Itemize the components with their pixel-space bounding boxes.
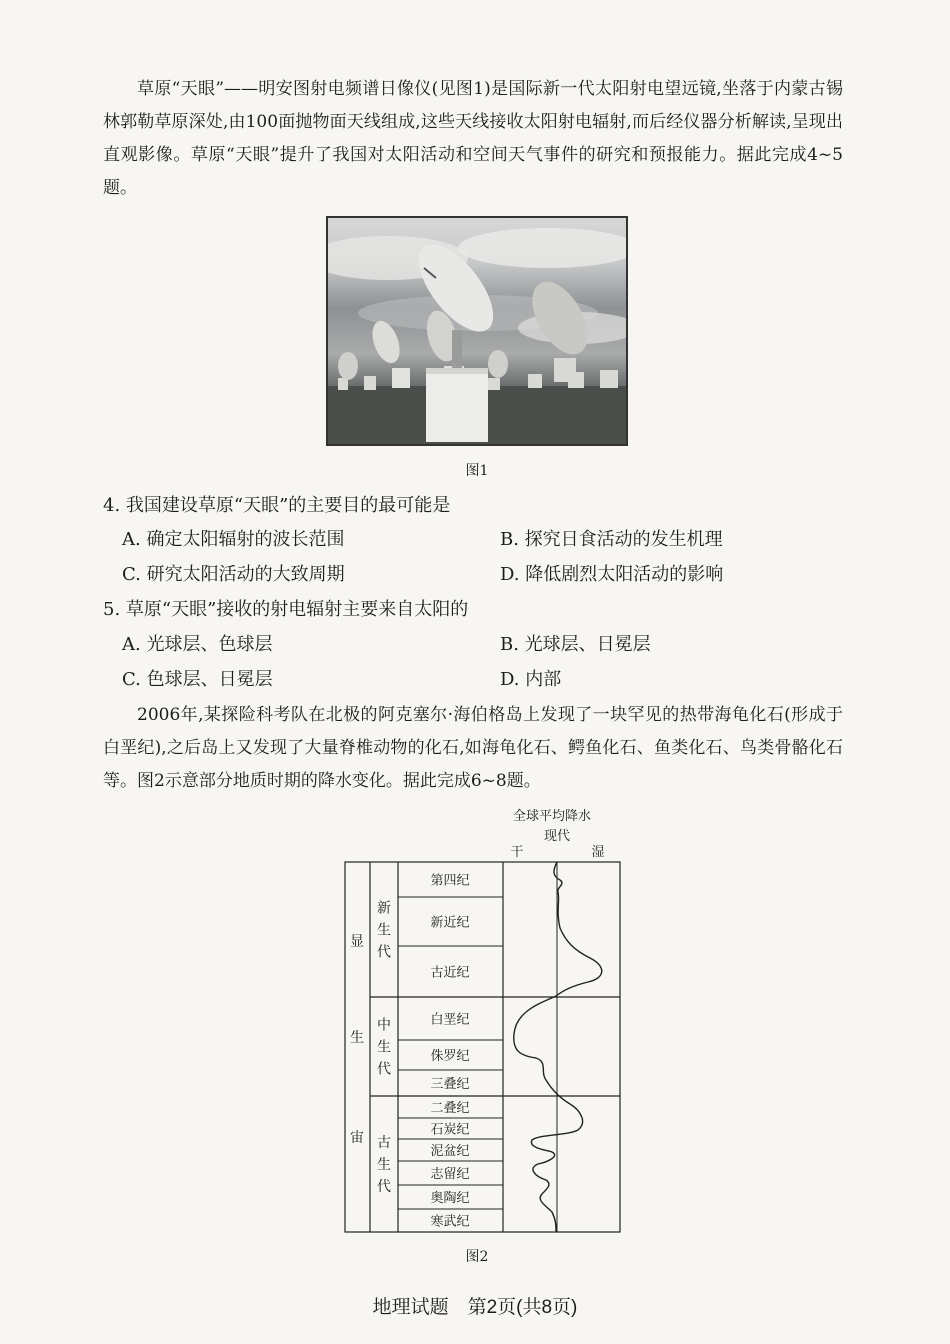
period-label: 泥盆纪: [430, 1144, 470, 1159]
question-4-option-b: B. 探究日食活动的发生机理: [500, 529, 723, 550]
question-5-option-c: C. 色球层、日冕层: [122, 669, 273, 690]
question-5-option-b: B. 光球层、日冕层: [500, 634, 651, 655]
era-label-char: 新: [377, 900, 391, 917]
question-4-option-c: C. 研究太阳活动的大致周期: [122, 564, 345, 585]
period-label: 侏罗纪: [430, 1049, 470, 1064]
chart-reference-label: 现代: [543, 829, 571, 844]
question-5-stem: 5. 草原“天眼”接收的射电辐射主要来自太阳的: [103, 599, 469, 620]
era-label-char: 代: [377, 944, 391, 961]
question-4-option-a: A. 确定太阳辐射的波长范围: [122, 529, 345, 550]
period-label: 三叠纪: [430, 1077, 470, 1092]
chart-frame: [345, 862, 620, 1232]
period-label: 二叠纪: [430, 1101, 470, 1116]
eon-label-char-3: 宙: [350, 1130, 364, 1146]
question-4-stem: 4. 我国建设草原“天眼”的主要目的最可能是: [103, 495, 451, 516]
period-label: 石炭纪: [430, 1122, 470, 1138]
period-label: 第四纪: [430, 873, 470, 889]
figure-2-caption: 图2: [465, 1249, 489, 1265]
period-label: 古近纪: [430, 965, 470, 981]
period-label: 白垩纪: [430, 1012, 470, 1028]
era-label-char: 古: [377, 1135, 391, 1151]
period-label: 新近纪: [430, 915, 470, 931]
question-4-option-d: D. 降低剧烈太阳活动的影响: [500, 564, 724, 585]
chart-axis-wet-label: 湿: [591, 845, 605, 860]
precipitation-curve: [514, 862, 602, 1232]
eon-label-char-1: 显: [350, 934, 364, 950]
passage-2: 2006年,某探险科考队在北极的阿克塞尔·海伯格岛上发现了一块罕见的热带海龟化石(形成于白垩纪),之后岛上又发现了大量脊椎动物的化石,如海龟化石、鳄鱼化石、鱼类化石、鸟类骨骼化石等。图2示意部分地质时期的降水变化。据此完成6~8题。: [103, 705, 843, 791]
radio-telescope-photo: [326, 216, 628, 446]
era-label-char: 中: [377, 1017, 391, 1034]
chart-title: 全球平均降水: [512, 809, 592, 824]
era-label-char: 生: [377, 1157, 391, 1173]
page-footer: 地理试题 第2页(共8页): [372, 1297, 578, 1318]
era-label-char: 代: [377, 1061, 391, 1078]
period-label: 奥陶纪: [430, 1191, 470, 1206]
era-label-char: 生: [377, 1039, 391, 1056]
era-label-char: 生: [377, 922, 391, 939]
passage-1: 草原“天眼”——明安图射电频谱日像仪(见图1)是国际新一代太阳射电望远镜,坐落于内蒙古锡林郭勒草原深处,由100面抛物面天线组成,这些天线接收太阳射电辐射,而后经仪器分析解读,呈现出直观影像。草原“天眼”提升了我国对太阳活动和空间天气事件的研究和预报能力。据此完成4~5题。: [103, 79, 843, 198]
period-label: 寒武纪: [430, 1214, 470, 1230]
period-label: 志留纪: [430, 1167, 470, 1182]
question-5-option-d: D. 内部: [500, 669, 562, 690]
chart-axis-dry-label: 干: [510, 845, 524, 860]
question-5-option-a: A. 光球层、色球层: [122, 634, 273, 655]
era-label-char: 代: [377, 1179, 391, 1195]
eon-label-char-2: 生: [350, 1030, 364, 1046]
figure-1-caption: 图1: [465, 463, 489, 479]
